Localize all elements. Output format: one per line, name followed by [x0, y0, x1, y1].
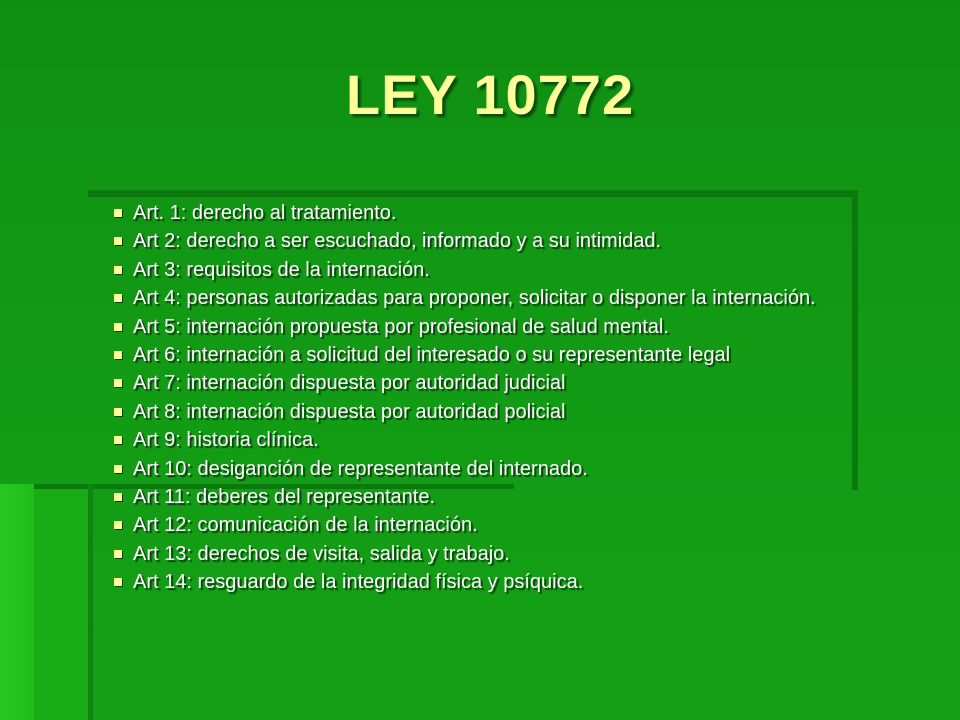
article-list — [112, 203, 872, 600]
list-item-text: Art 8: internación dispuesta por autoridad policial — [133, 400, 566, 423]
list-item — [112, 260, 872, 281]
square-bullet-icon — [114, 351, 122, 359]
list-item-text: Art 2: derecho a ser escuchado, informado y a su intimidad. — [133, 230, 662, 253]
background-band-left-mid — [34, 484, 90, 720]
list-item — [112, 317, 872, 338]
square-bullet-icon — [114, 578, 122, 586]
list-item — [112, 203, 872, 224]
square-bullet-icon — [114, 493, 122, 501]
list-item-text: Art 11: deberes del representante. — [133, 485, 436, 508]
list-item-text: Art 7: internación dispuesta por autoridad judicial — [133, 372, 566, 395]
square-bullet-icon — [114, 266, 122, 274]
list-item-text: Art 6: internación a solicitud del interesado o su representante legal — [133, 343, 731, 366]
list-item — [112, 231, 872, 252]
square-bullet-icon — [114, 209, 122, 217]
list-item — [112, 515, 872, 536]
list-item — [112, 402, 872, 423]
list-item-text: Art 5: internación propuesta por profesional de salud mental. — [133, 315, 669, 338]
list-item-text: Art 9: historia clínica. — [133, 429, 319, 452]
list-item-text: Art 14: resguardo de la integridad física y psíquica. — [133, 571, 584, 594]
background-band-left — [0, 484, 34, 720]
list-item-text: Art 13: derechos de visita, salida y trabajo. — [133, 542, 510, 565]
square-bullet-icon — [114, 550, 122, 558]
list-item-text: Art 4: personas autorizadas para proponer, solicitar o disponer la internación. — [133, 287, 816, 310]
list-item — [112, 288, 872, 309]
background-line-top — [88, 190, 856, 196]
list-item — [112, 572, 872, 593]
list-item — [112, 459, 872, 480]
list-item-text: Art 3: requisitos de la internación. — [133, 258, 430, 281]
square-bullet-icon — [114, 408, 122, 416]
list-item — [112, 345, 872, 366]
list-item — [112, 544, 872, 565]
square-bullet-icon — [114, 294, 122, 302]
square-bullet-icon — [114, 436, 122, 444]
square-bullet-icon — [114, 379, 122, 387]
list-item-text: Art. 1: derecho al tratamiento. — [133, 202, 397, 224]
square-bullet-icon — [114, 465, 122, 473]
square-bullet-icon — [114, 521, 122, 529]
list-item-text: Art 12: comunicación de la internación. — [133, 514, 478, 537]
list-item — [112, 430, 872, 451]
list-item — [112, 373, 872, 394]
square-bullet-icon — [114, 323, 122, 331]
background-line-vertical — [88, 484, 93, 720]
square-bullet-icon — [114, 237, 122, 245]
list-item — [112, 487, 872, 508]
list-item-text: Art 10: desiganción de representante del internado. — [133, 457, 588, 480]
slide-title: LEY 10772 — [345, 63, 635, 126]
